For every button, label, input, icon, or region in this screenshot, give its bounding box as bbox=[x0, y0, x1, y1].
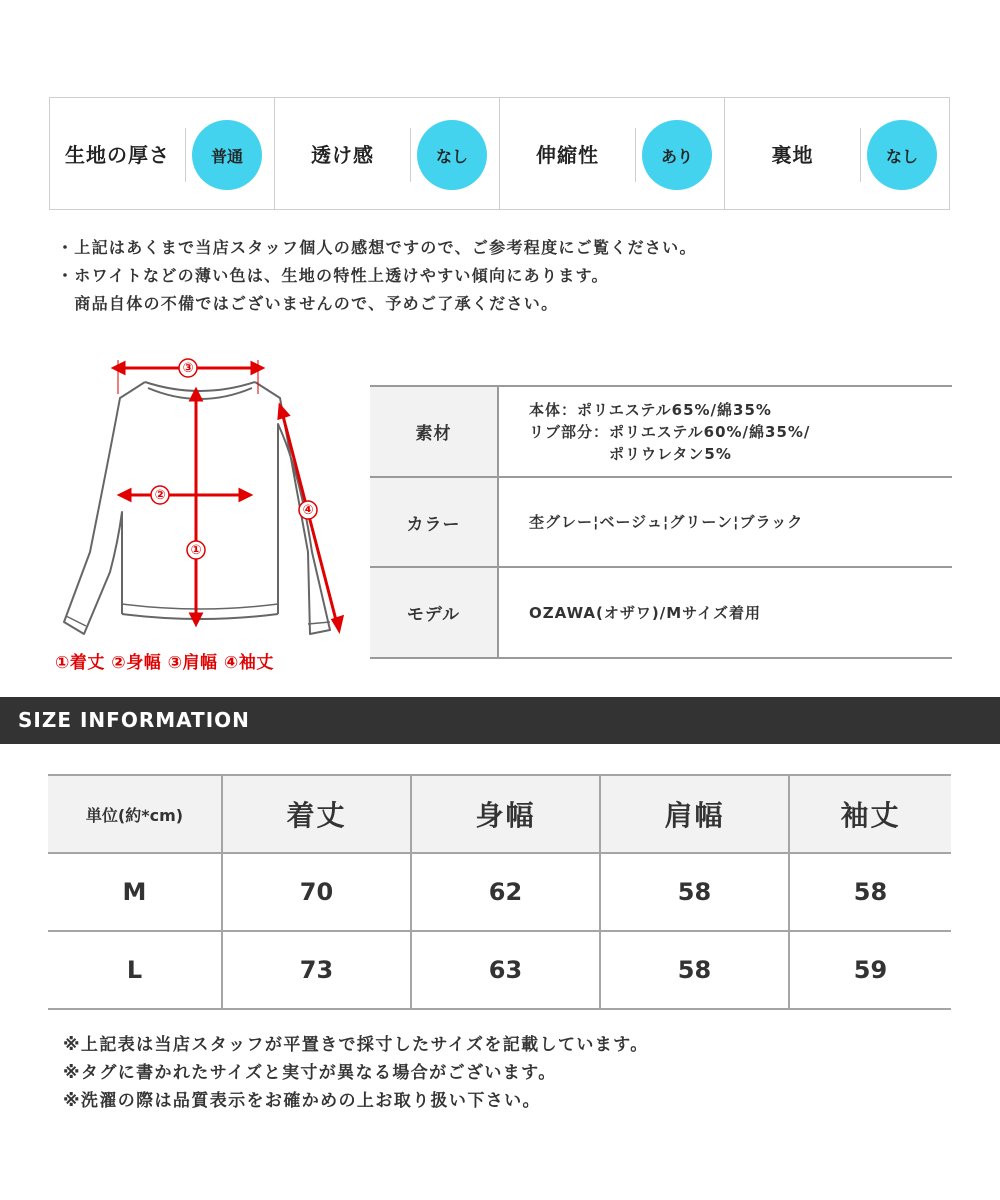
header-length: 着丈 bbox=[222, 775, 411, 853]
attr-transparency bbox=[275, 98, 500, 209]
note-line: ・上記はあくまで当店スタッフ個人の感想ですので、ご参考程度にご覧ください。 bbox=[57, 238, 697, 257]
attr-badge: 普通 bbox=[192, 120, 262, 190]
banner-title: SIZE INFORMATION bbox=[18, 708, 250, 732]
spec-value bbox=[499, 478, 952, 566]
fabric-attributes bbox=[49, 97, 950, 210]
notes bbox=[57, 234, 697, 318]
attr-badge: なし bbox=[417, 120, 487, 190]
header-sleeve: 袖丈 bbox=[789, 775, 951, 853]
header-chest: 身幅 bbox=[411, 775, 600, 853]
garment-measurement-diagram bbox=[50, 352, 350, 652]
spec-key: 素材 bbox=[370, 387, 499, 476]
attr-label: 生地の厚さ bbox=[65, 143, 170, 167]
spec-row-color bbox=[370, 478, 952, 568]
table-cell: 63 bbox=[411, 931, 600, 1009]
measurement-lines bbox=[114, 363, 342, 630]
attr-thickness bbox=[50, 98, 275, 209]
footnote: ※上記表は当店スタッフが平置きで採寸したサイズを記載しています。 bbox=[63, 1035, 649, 1055]
arrow-icon bbox=[279, 406, 288, 418]
note-line: 商品自体の不備ではございませんので、予めご了承ください。 bbox=[57, 294, 559, 313]
footnotes bbox=[63, 1031, 649, 1115]
spec-key: カラー bbox=[370, 478, 499, 566]
size-table bbox=[48, 774, 951, 1010]
table-cell: 73 bbox=[222, 931, 411, 1009]
table-cell: 70 bbox=[222, 853, 411, 931]
spec-row-model bbox=[370, 568, 952, 657]
header-shoulder: 肩幅 bbox=[600, 775, 789, 853]
spec-line: リブ部分：ポリエステル60%/綿35%/ bbox=[529, 422, 811, 441]
arrow-icon bbox=[114, 363, 124, 373]
spec-line: 本体：ポリエステル65%/綿35% bbox=[529, 400, 772, 419]
attr-stretch bbox=[500, 98, 725, 209]
table-cell: 58 bbox=[600, 931, 789, 1009]
measurement-legend: ①着丈 ②身幅 ③肩幅 ④袖丈 bbox=[55, 653, 274, 673]
table-cell: 58 bbox=[789, 853, 951, 931]
arrow-icon bbox=[333, 617, 342, 630]
attr-label: 伸縮性 bbox=[536, 143, 599, 167]
table-cell: 58 bbox=[600, 853, 789, 931]
divider bbox=[410, 128, 411, 182]
spec-value bbox=[499, 568, 952, 657]
spec-table bbox=[370, 385, 952, 659]
size-information-banner bbox=[0, 697, 1000, 744]
footnote: ※洗濯の際は品質表示をお確かめの上お取り扱い下さい。 bbox=[63, 1091, 541, 1111]
attr-lining bbox=[725, 98, 949, 209]
size-label: M bbox=[48, 853, 222, 931]
marker-sleeve: ④ bbox=[302, 503, 314, 518]
spec-key: モデル bbox=[370, 568, 499, 657]
spec-line: ポリウレタン5% bbox=[529, 444, 732, 463]
size-label: L bbox=[48, 931, 222, 1009]
note-line: ・ホワイトなどの薄い色は、生地の特性上透けやすい傾向にあります。 bbox=[57, 266, 609, 285]
spec-row-material bbox=[370, 387, 952, 478]
arrow-icon bbox=[252, 363, 262, 373]
size-table-header bbox=[48, 775, 951, 853]
arrow-icon bbox=[240, 490, 250, 500]
attr-label: 透け感 bbox=[311, 143, 374, 167]
table-cell: 62 bbox=[411, 853, 600, 931]
table-cell: 59 bbox=[789, 931, 951, 1009]
marker-shoulder: ③ bbox=[182, 361, 194, 376]
arrow-icon bbox=[191, 614, 201, 624]
spec-line: 杢グレー¦ベージュ¦グリーン¦ブラック bbox=[529, 513, 804, 531]
attr-label: 裏地 bbox=[771, 143, 814, 167]
marker-length: ① bbox=[190, 543, 202, 558]
table-row bbox=[48, 853, 951, 931]
divider bbox=[860, 128, 861, 182]
header-unit: 単位(約*cm) bbox=[48, 775, 222, 853]
attr-badge: なし bbox=[867, 120, 937, 190]
spec-value bbox=[499, 387, 952, 476]
arrow-icon bbox=[120, 490, 130, 500]
attr-badge: あり bbox=[642, 120, 712, 190]
marker-chest: ② bbox=[154, 488, 166, 503]
divider bbox=[185, 128, 186, 182]
divider bbox=[635, 128, 636, 182]
footnote: ※タグに書かれたサイズと実寸が異なる場合がございます。 bbox=[63, 1063, 557, 1083]
spec-line: OZAWA(オザワ)/Mサイズ着用 bbox=[529, 603, 761, 622]
table-row bbox=[48, 931, 951, 1009]
